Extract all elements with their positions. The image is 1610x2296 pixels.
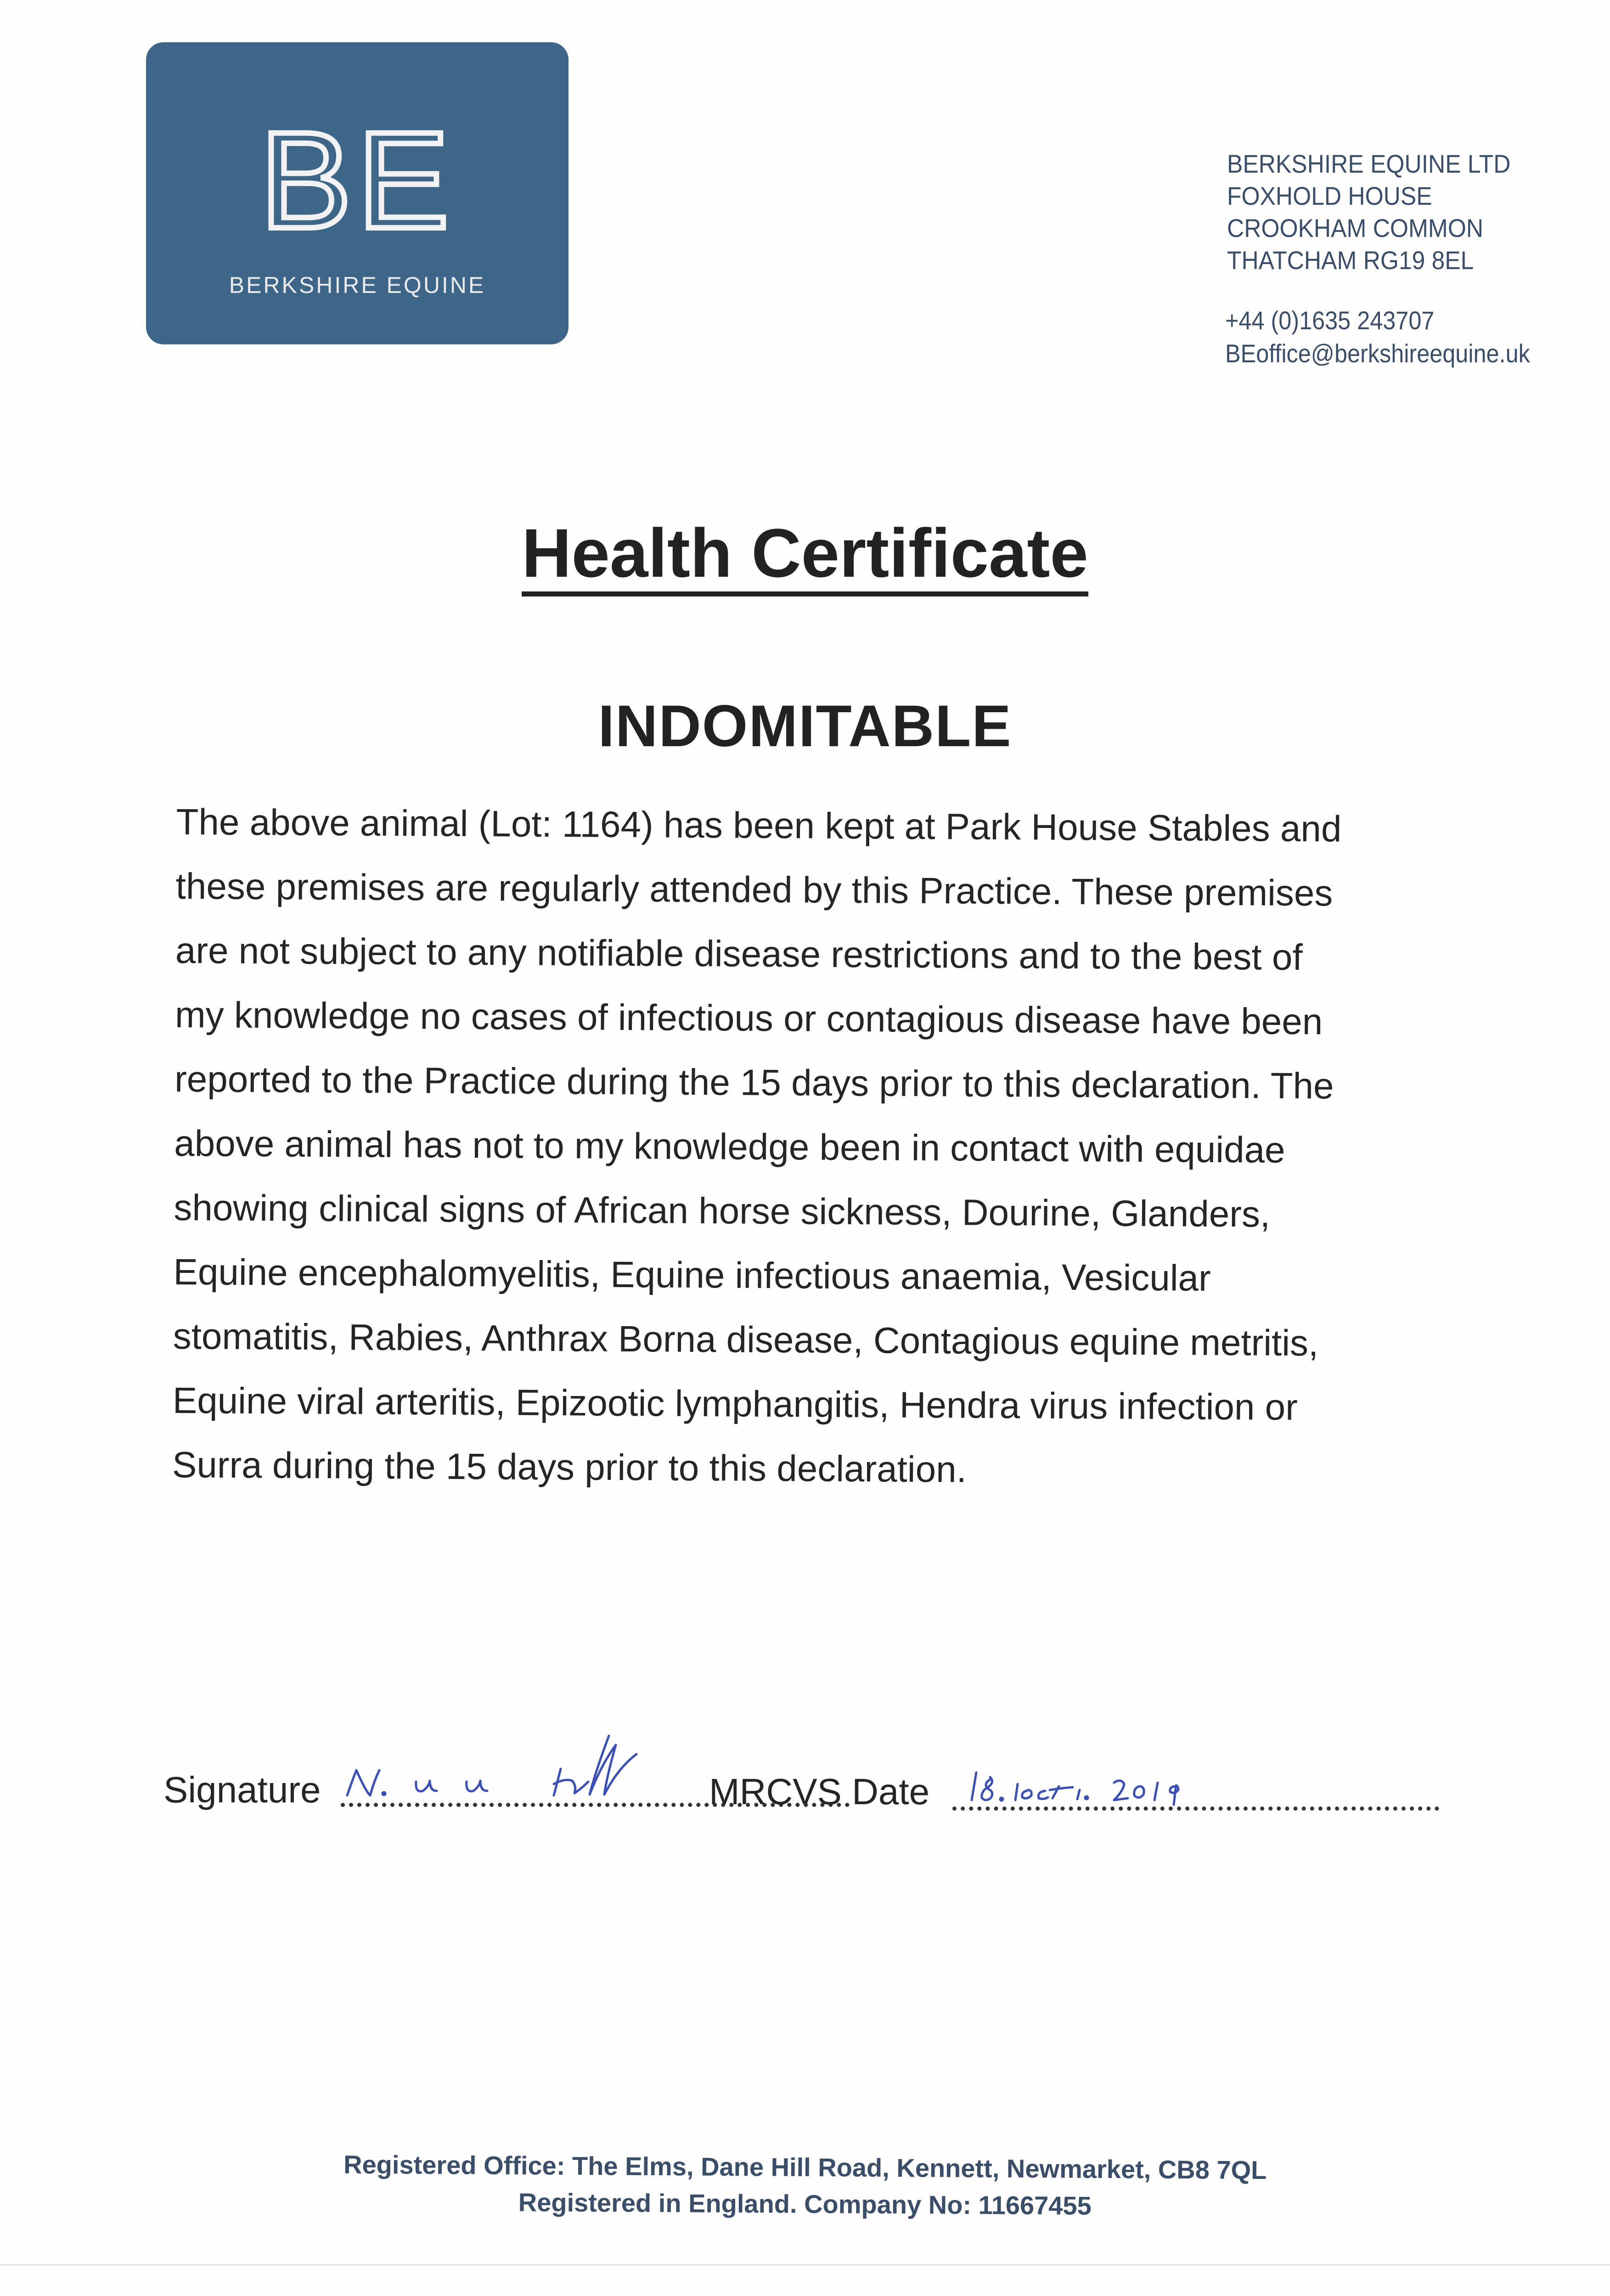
document-title: Health Certificate <box>522 516 1088 597</box>
body-line: stomatitis, Rabies, Anthrax Borna disease, Contagious equine metritis, <box>173 1315 1319 1364</box>
body-line: Surra during the 15 days prior to this declaration. <box>172 1444 967 1490</box>
address-line: BERKSHIRE EQUINE LTD <box>1227 149 1511 178</box>
address-line: FOXHOLD HOUSE <box>1227 181 1432 210</box>
body-line: The above animal (Lot: 1164) has been kept at Park House Stables and <box>176 801 1342 850</box>
document-title-block <box>0 513 1610 597</box>
logo-initials: BE <box>259 103 455 257</box>
company-email: BEoffice@berkshireequine.uk <box>1225 339 1530 368</box>
body-line: showing clinical signs of African horse sickness, Dourine, Glanders, <box>174 1187 1271 1235</box>
body-line: Equine viral arteritis, Epizootic lymphangitis, Hendra virus infection or <box>172 1379 1298 1428</box>
body-line: Equine encephalomyelitis, Equine infectious anaemia, Vesicular <box>173 1251 1211 1299</box>
body-line: reported to the Practice during the 15 days prior to this declaration. The <box>174 1058 1334 1107</box>
scan-edge-line <box>0 2264 1610 2266</box>
company-phone: +44 (0)1635 243707 <box>1225 306 1435 335</box>
handwritten-signature <box>338 1727 715 1818</box>
certificate-body <box>172 790 1444 1505</box>
registration-footer <box>0 2144 1610 2227</box>
handwritten-date <box>963 1740 1284 1814</box>
company-address <box>1227 148 1523 276</box>
company-registration: Registered in England. Company No: 11667455 <box>518 2188 1092 2220</box>
animal-name: INDOMITABLE <box>598 693 1012 759</box>
company-logo <box>146 42 569 344</box>
body-line: my knowledge no cases of infectious or contagious disease have been <box>175 994 1323 1042</box>
company-contact <box>1225 304 1539 370</box>
signature-label: Signature <box>163 1769 321 1810</box>
qualification-label: MRCVS Date <box>709 1771 930 1812</box>
body-line: these premises are regularly attended by this Practice. These premises <box>175 865 1333 914</box>
body-line: above animal has not to my knowledge been in contact with equidae <box>174 1122 1285 1171</box>
address-line: CROOKHAM COMMON <box>1227 214 1484 242</box>
address-line: THATCHAM RG19 8EL <box>1227 246 1474 275</box>
body-line: are not subject to any notifiable disease restrictions and to the best of <box>175 929 1303 978</box>
signature-row <box>163 1740 1357 1832</box>
logo-company-name: BERKSHIRE EQUINE <box>229 272 486 298</box>
registered-office: Registered Office: The Elms, Dane Hill Road, Kennett, Newmarket, CB8 7QL <box>343 2150 1267 2185</box>
